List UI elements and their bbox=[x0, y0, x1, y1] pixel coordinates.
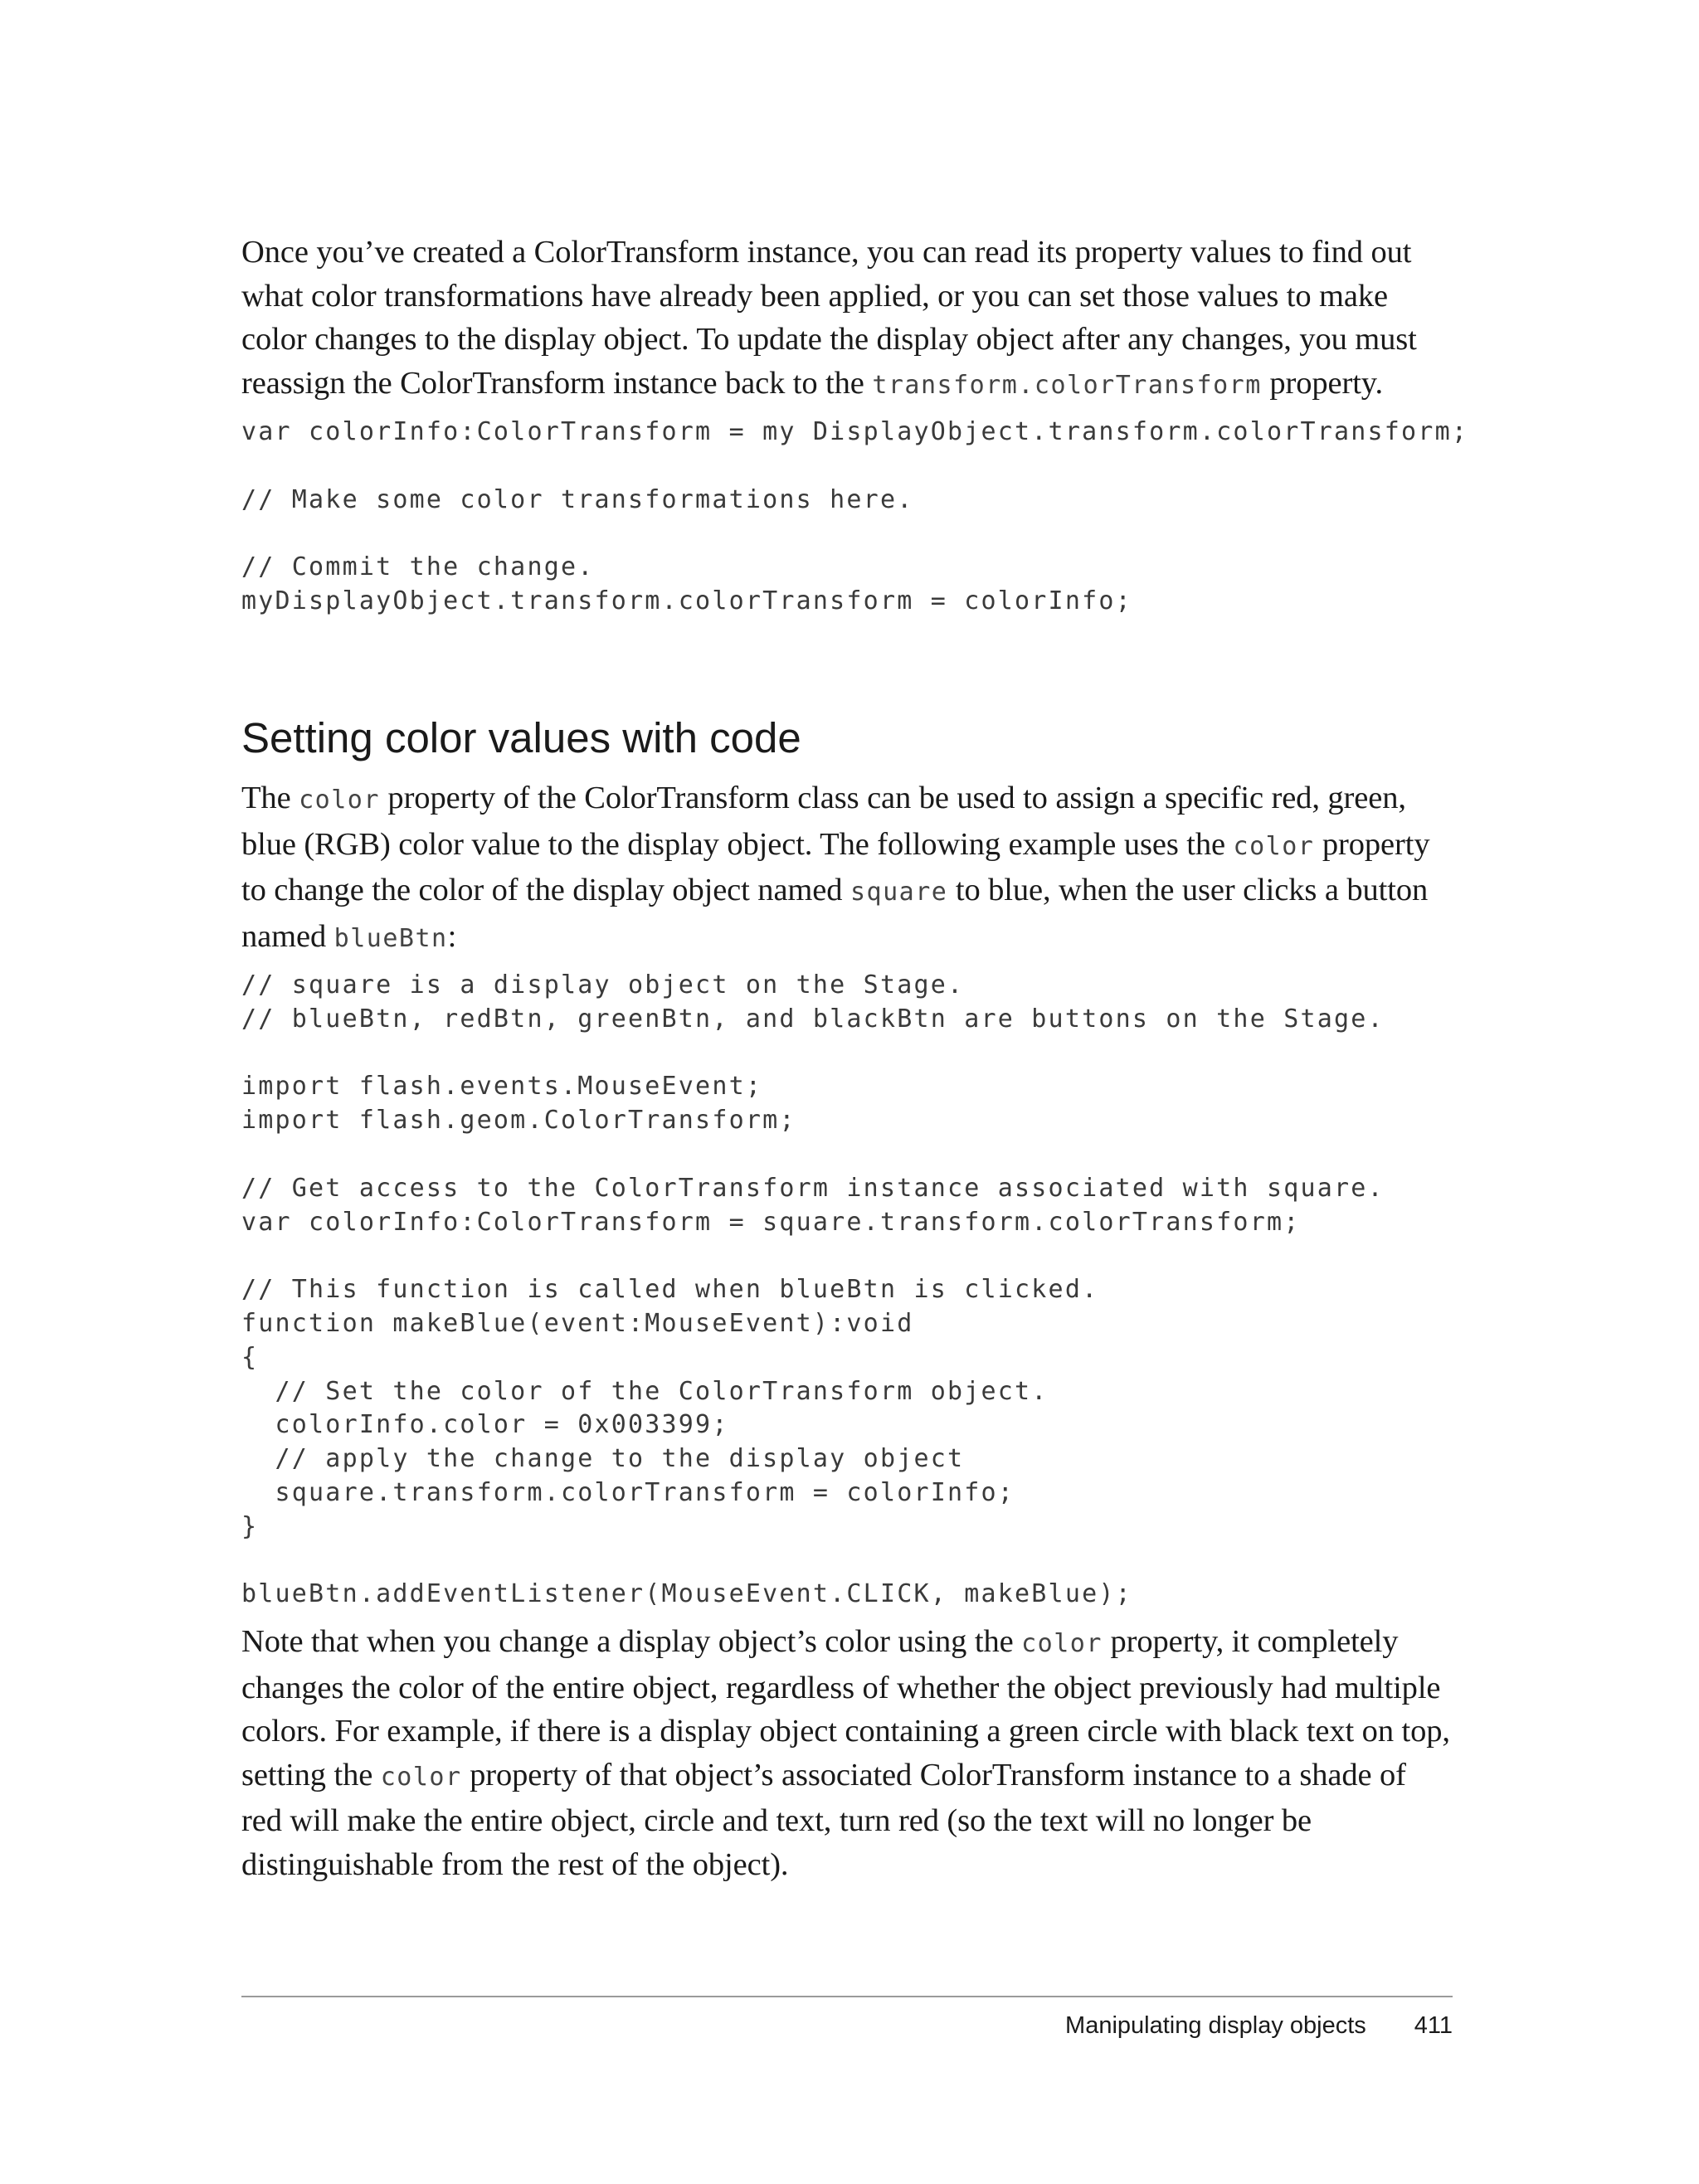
paragraph-text: property of the ColorTransform class can be used to assign a specific red, green, blue (RGB) color value to the display object. The following example uses the bbox=[241, 781, 1406, 862]
intro-paragraph bbox=[241, 231, 1453, 407]
page-number: 411 bbox=[1414, 2012, 1453, 2039]
inline-code: blueBtn bbox=[333, 923, 448, 953]
body-paragraph bbox=[241, 1620, 1453, 1886]
inline-code: color bbox=[1021, 1629, 1103, 1659]
intro-text: property. bbox=[1261, 365, 1383, 401]
footer-rule bbox=[241, 1996, 1453, 1997]
paragraph-text: property, it completely changes the color of the entire object, regardless of whether the object previously had multiple colors. For example, if there is a display object containing a green circle with black text on top, setting the bbox=[241, 1624, 1450, 1792]
code-block: var colorInfo:ColorTransform = my DisplayObject.transform.colorTransform; // Make some color transformations here. // Commit the change. myDisplayObject.transform.colorTransform = colorInfo; bbox=[241, 417, 1469, 615]
section-body bbox=[241, 776, 1453, 1886]
code-block: // square is a display object on the Stage. // blueBtn, redBtn, greenBtn, and blackBtn are buttons on the Stage. import flash.events.MouseEvent; import flash.geom.ColorTransform; // Get access to the ColorTransform instance associated with square. var colorInfo:ColorTransform = square.transform.colorTransform; // This function is called when blueBtn is clicked. function makeBlue(event:MouseEvent):void { // Set the color of the ColorTransform object. colorInfo.color = 0x003399; // apply the change to the display object square.transform.colorTransform = colorInfo; } blueBtn.addEventListener(MouseEvent.CLICK, makeBlue); bbox=[241, 970, 1385, 1609]
inline-code: square bbox=[850, 878, 948, 907]
inline-code: color bbox=[299, 786, 380, 815]
paragraph-text: property to change the color of the display object named bbox=[241, 826, 1430, 907]
chapter-title: Manipulating display objects bbox=[1065, 2012, 1366, 2039]
inline-code: color bbox=[380, 1762, 462, 1792]
page-content bbox=[241, 231, 1469, 1882]
paragraph-text: property of that object’s associated ColorTransform instance to a shade of red will make the entire object, circle and text, turn red (so the text will no longer be distinguishable from the rest of the object). bbox=[241, 1757, 1406, 1882]
paragraph-text: to blue, when the user clicks a button named bbox=[241, 873, 1429, 954]
body-paragraph bbox=[241, 776, 1453, 961]
page-footer bbox=[996, 2012, 1453, 2040]
intro-text: Once you’ve created a ColorTransform instance, you can read its property values to find out what color transformations have already been applied, or you can set those values to make color changes to the display object. To update the display object after any changes, you must reassign the ColorTransform instance back to the bbox=[241, 235, 1417, 401]
section-heading: Setting color values with code bbox=[241, 714, 801, 761]
paragraph-text: Note that when you change a display object’s color using the bbox=[241, 1624, 1022, 1660]
paragraph-text: The bbox=[241, 781, 299, 815]
paragraph-text: : bbox=[447, 918, 457, 954]
inline-code: transform.colorTransform bbox=[872, 370, 1262, 400]
inline-code: color bbox=[1233, 831, 1315, 861]
